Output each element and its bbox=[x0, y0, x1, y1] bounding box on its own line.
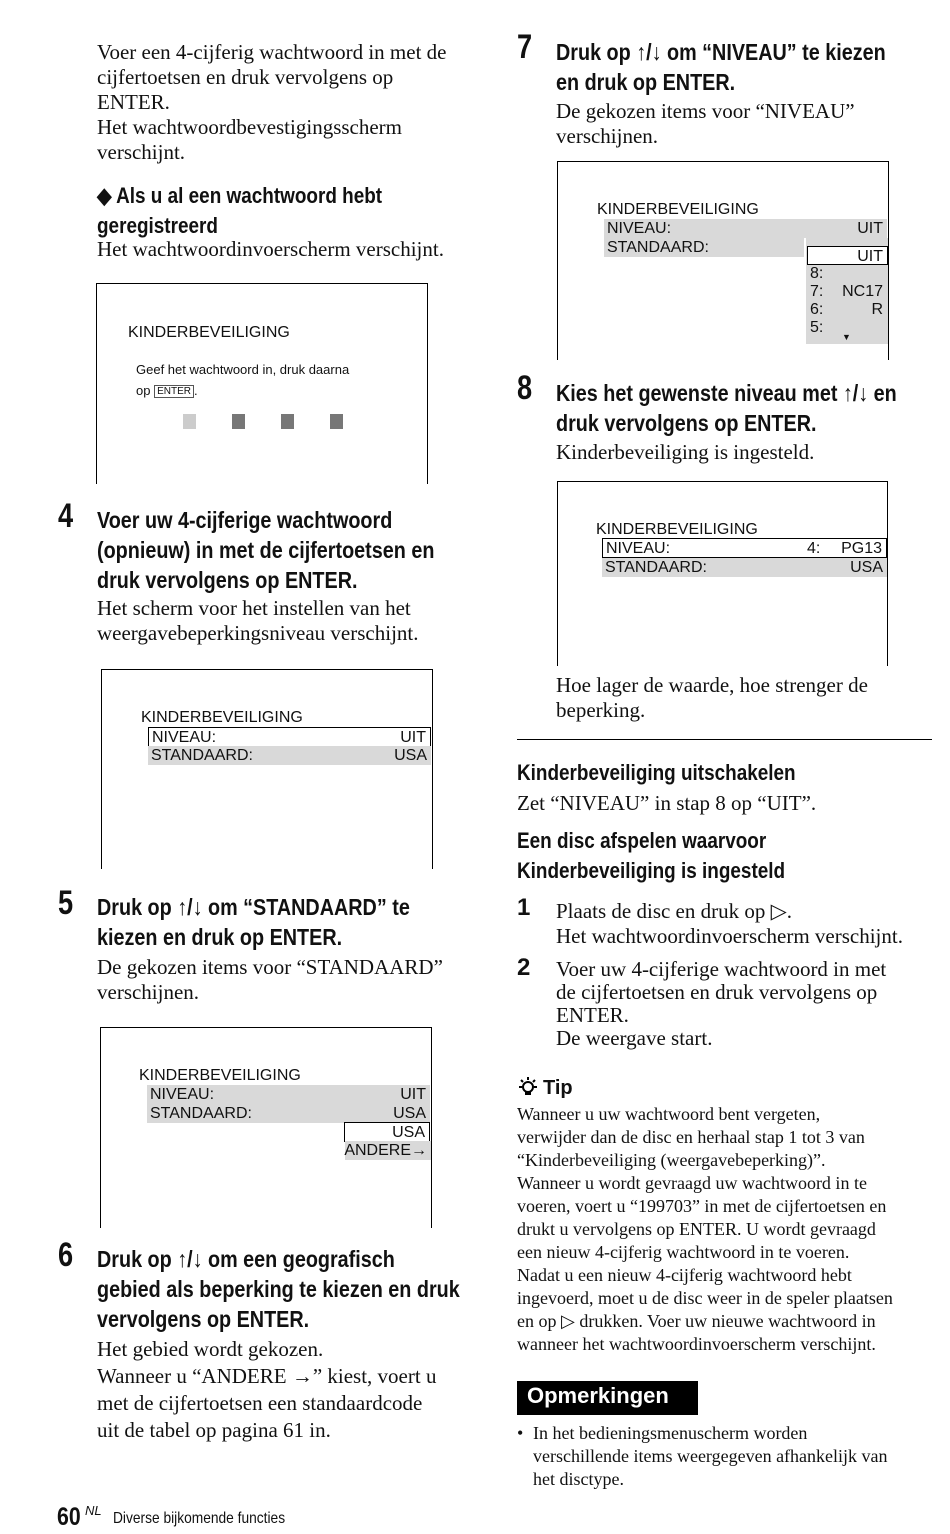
password-digit-slot bbox=[281, 414, 294, 429]
step-number: 8 bbox=[517, 369, 533, 407]
password-digit-slot bbox=[330, 414, 343, 429]
intro-line: Voer een 4-cijferig wachtwoord in met de bbox=[97, 40, 447, 64]
step6-heading: Druk op ↑/↓ om een geografisch gebied als beperking te kiezen en druk vervolgens op ENTER. bbox=[97, 1246, 460, 1332]
password-digit-slot bbox=[232, 414, 245, 429]
standaard-row: STANDAARD: USA bbox=[148, 746, 431, 765]
play-step-number: 1 bbox=[517, 894, 531, 921]
level-list-item[interactable]: UIT bbox=[807, 246, 888, 265]
tip-text: Wanneer u uw wachtwoord bent vergeten, verwijder dan de disc en herhaal stap 1 tot 3 van “Kinderbeveiliging (weergavebeperking)”. Wanneer u wordt gevraagd uw wachtwoord in te voeren, voert u “199703” in met de cijfertoetsen en drukt u vervolgens op ENTER. U wordt gevraagd een nieuw 4-cijferig wachtwoord in te voeren. Nadat u een nieuw 4-cijferig wachtwoord hebt ingevoerd, moet u de disc weer in de speler plaatsen en op ▷ drukken. Voer uw nieuwe wachtwoord in wanneer het wachtwoordinvoerscherm verschijnt. bbox=[517, 1104, 893, 1354]
option-selected[interactable]: USA bbox=[344, 1122, 430, 1142]
screen-title: KINDERBEVEILIGING bbox=[139, 1067, 301, 1084]
disable-text: Zet “NIVEAU” in stap 8 op “UIT”. bbox=[517, 791, 817, 815]
niveau-row: NIVEAU: UIT bbox=[604, 219, 887, 238]
level-list-item[interactable]: 8: bbox=[810, 265, 824, 282]
level-screen bbox=[101, 669, 433, 869]
standaard-row: STANDAARD: USA bbox=[602, 558, 887, 577]
step8-heading: Kies het gewenste niveau met ↑/↓ en druk vervolgens op ENTER. bbox=[556, 380, 897, 436]
step8-text: Kinderbeveiliging is ingesteld. bbox=[556, 440, 815, 464]
set-screen bbox=[557, 481, 888, 666]
already-registered-text: Het wachtwoordinvoerscherm verschijnt. bbox=[97, 237, 444, 261]
already-registered-heading: ◆ Als u al een wachtwoord hebt geregistreerd bbox=[97, 183, 383, 238]
intro-line: Het wachtwoordbevestigingsscherm bbox=[97, 115, 403, 139]
section-divider bbox=[517, 739, 932, 740]
step-number: 7 bbox=[517, 28, 533, 66]
password-prompt-2: op ENTER . bbox=[136, 383, 198, 398]
step7-heading: Druk op ↑/↓ om “NIVEAU” te kiezen en druk op ENTER. bbox=[556, 39, 886, 95]
page-lang: NL bbox=[85, 1503, 102, 1518]
page-footer bbox=[57, 1503, 286, 1533]
intro-text bbox=[97, 40, 487, 165]
play-step1-text: Plaats de disc en druk op ▷. Het wachtwoordinvoerscherm verschijnt. bbox=[556, 899, 903, 948]
niveau-row: NIVEAU: UIT bbox=[147, 1085, 430, 1104]
step-number: 6 bbox=[58, 1236, 74, 1274]
intro-line: ENTER. bbox=[97, 90, 170, 114]
password-digit-slot bbox=[183, 414, 196, 429]
level-list-item[interactable]: 6: R bbox=[810, 301, 883, 318]
notes-label-box bbox=[517, 1381, 698, 1415]
password-screen bbox=[96, 283, 428, 484]
page-number: 60 bbox=[57, 1503, 81, 1531]
niveau-row: NIVEAU: UIT bbox=[148, 727, 431, 747]
screen-title: KINDERBEVEILIGING bbox=[597, 201, 759, 218]
standaard-row: STANDAARD: bbox=[604, 238, 804, 257]
intro-line: verschijnt. bbox=[97, 140, 186, 164]
notes-text: In het bedieningsmenuscherm worden verschillende items weergegeven afhankelijk van het disctype. bbox=[533, 1423, 888, 1489]
tip-label: Tip bbox=[543, 1077, 573, 1099]
notes-bullet: • bbox=[517, 1423, 524, 1443]
step7-text: De gekozen items voor “NIVEAU” verschijnen. bbox=[556, 99, 855, 148]
level-list-item[interactable]: 5: bbox=[810, 319, 824, 336]
step-number: 4 bbox=[58, 497, 74, 535]
step5-heading: Druk op ↑/↓ om “STANDAARD” te kiezen en druk op ENTER. bbox=[97, 894, 410, 950]
standard-screen bbox=[100, 1027, 432, 1228]
notes-label: Opmerkingen bbox=[527, 1383, 669, 1408]
step-number: 5 bbox=[58, 884, 74, 922]
step4-text: Het scherm voor het instellen van het weergavebeperkingsniveau verschijnt. bbox=[97, 596, 419, 645]
screen-title: KINDERBEVEILIGING bbox=[128, 324, 290, 341]
scroll-down-icon: ▼ bbox=[842, 332, 851, 342]
option-other[interactable]: ANDERE→ bbox=[345, 1141, 431, 1160]
niveau-screen bbox=[557, 161, 889, 360]
level-list-item[interactable]: 7: NC17 bbox=[810, 283, 883, 300]
step4-heading: Voer uw 4-cijferige wachtwoord (opnieuw) in met de cijfertoetsen en druk vervolgens op ENTER. bbox=[97, 507, 435, 593]
niveau-row: NIVEAU: 4: PG13 bbox=[602, 538, 887, 558]
screen-title: KINDERBEVEILIGING bbox=[596, 521, 758, 538]
password-prompt: Geef het wachtwoord in, druk daarna bbox=[136, 362, 350, 377]
disable-heading: Kinderbeveiliging uitschakelen bbox=[517, 760, 796, 785]
after-step8-text: Hoe lager de waarde, hoe strenger de beperking. bbox=[556, 673, 868, 722]
play-step-number: 2 bbox=[517, 954, 531, 981]
tip-header bbox=[517, 1076, 573, 1100]
lightbulb-icon bbox=[517, 1076, 539, 1098]
play-heading: Een disc afspelen waarvoor Kinderbeveiliging is ingesteld bbox=[517, 828, 786, 883]
standaard-row: STANDAARD: USA bbox=[147, 1104, 430, 1123]
screen-title: KINDERBEVEILIGING bbox=[141, 709, 303, 726]
intro-line: cijfertoetsen en druk vervolgens op bbox=[97, 65, 394, 89]
play-step2-text: Voer uw 4-cijferige wachtwoord in met de cijfertoetsen en druk vervolgens op ENTER. De weergave start. bbox=[556, 957, 887, 1050]
step6-text: Het gebied wordt gekozen. Wanneer u “ANDERE →” kiest, voert u met de cijfertoetsen een standaardcode uit de tabel op pagina 61 in. bbox=[97, 1337, 437, 1442]
enter-key-icon: ENTER bbox=[154, 385, 194, 398]
section-name: Diverse bijkomende functies bbox=[113, 1510, 286, 1527]
step5-text: De gekozen items voor “STANDAARD” verschijnen. bbox=[97, 955, 443, 1004]
